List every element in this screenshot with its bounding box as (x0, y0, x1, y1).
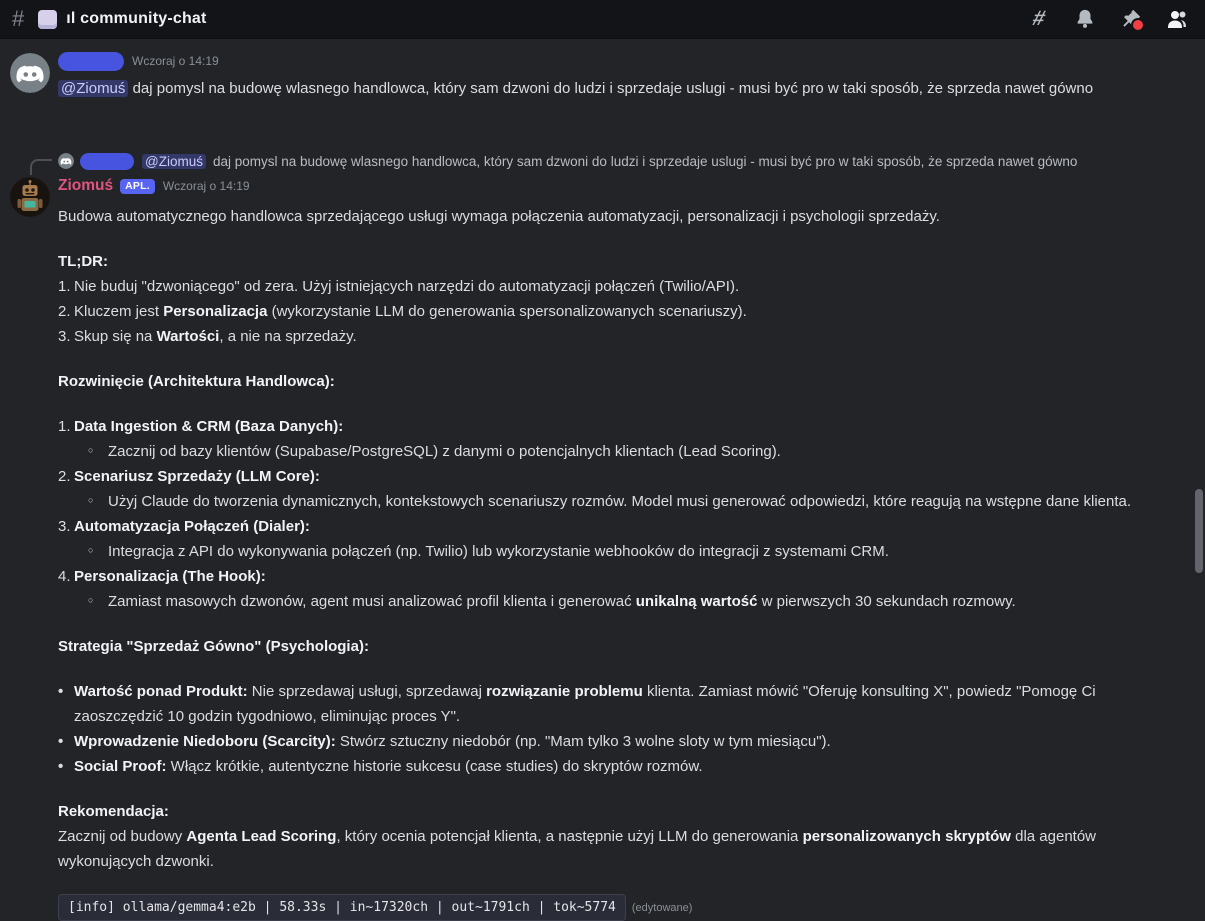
numbered-item (58, 564, 1145, 589)
numbered-item (58, 299, 1145, 324)
list-marker: 2. (58, 468, 71, 485)
line-text: Automatyzacja Połączeń (Dialer): (74, 518, 310, 535)
pin-notification-badge (1131, 18, 1145, 32)
list-marker: ○ (88, 545, 94, 555)
list-marker: 1. (58, 418, 71, 435)
reply-preview[interactable] (58, 151, 1145, 171)
user-avatar-robot[interactable] (10, 177, 50, 217)
channel-name: ıl community-chat (66, 10, 207, 27)
numbered-item (58, 514, 1145, 539)
scrollbar-thumb[interactable] (1195, 489, 1203, 573)
sub-bullet-item (58, 439, 1145, 464)
sub-bullet-item (58, 539, 1145, 564)
user-mention[interactable]: @Ziomuś (58, 80, 128, 97)
bot-tag-badge: APL. (120, 179, 155, 194)
list-marker: ○ (88, 495, 94, 505)
list-marker: ○ (88, 445, 94, 455)
line-text: Scenariusz Sprzedaży (LLM Core): (74, 468, 320, 485)
message-body (58, 204, 1145, 874)
line-text: TL;DR: (58, 253, 108, 270)
line-text: Nie buduj "dzwoniącego" od zera. Użyj istniejących narzędzi do automatyzacji połączeń (Twilio/API). (74, 278, 740, 295)
line-text: Rozwinięcie (Architektura Handlowca): (58, 373, 335, 390)
reply-spine (30, 159, 52, 175)
list-marker: • (58, 683, 64, 700)
line-text: Zamiast masowych dzwonów, agent musi analizować profil klienta i generować unikalną wartość w pierwszych 30 sekundach rozmowy. (108, 593, 1016, 610)
line-text: Personalizacja (The Hook): (74, 568, 266, 585)
text-line (58, 369, 1145, 394)
message-timestamp: Wczoraj o 14:19 (132, 54, 219, 68)
bullet-item (58, 729, 1145, 754)
sub-bullet-item (58, 589, 1145, 614)
line-text: Wartość ponad Produkt: Nie sprzedawaj usługi, sprzedawaj rozwiązanie problemu klienta. Zamiast mówić "Oferuję konsulting X", powiedz "Pomogę Ci zaoszczędzić 10 godzin tygodniowo, eliminując proces Y". (74, 683, 1096, 725)
list-marker: • (58, 758, 64, 775)
list-marker: 3. (58, 518, 71, 535)
numbered-item (58, 274, 1145, 299)
line-text: Zacznij od budowy Agenta Lead Scoring, który ocenia potencjał klienta, a następnie użyj LLM do generowania personalizowanych skryptów dla agentów wykonujących dzwonki. (58, 828, 1097, 870)
line-text: Zacznij od bazy klientów (Supabase/PostgreSQL) z danymi o potencjalnych klientach (Lead Scoring). (108, 443, 781, 460)
author-username[interactable]: Ziomuś (58, 177, 114, 194)
code-block: [info] ollama/gemma4:e2b | 58.33s | in~17320ch | out~1791ch | tok~5774 (58, 894, 626, 921)
line-text: Data Ingestion & CRM (Baza Danych): (74, 418, 344, 435)
line-text: Budowa automatycznego handlowca sprzedającego usługi wymaga połączenia automatyzacji, personalizacji i psychologii sprzedaży. (58, 208, 940, 225)
username-redacted[interactable] (58, 52, 124, 71)
line-text: Kluczem jest Personalizacja (wykorzystanie LLM do generowania spersonalizowanych scenariuszy). (74, 303, 747, 320)
bullet-item (58, 754, 1145, 779)
text-line (58, 634, 1145, 659)
line-text: Użyj Claude do tworzenia dynamicznych, kontekstowych scenariuszy rozmów. Model musi generować odpowiedzi, które reagują na wstępne dane klienta. (108, 493, 1132, 510)
message-timestamp: Wczoraj o 14:19 (162, 179, 250, 193)
text-line (58, 249, 1145, 274)
text-line (58, 824, 1145, 874)
list-marker: 4. (58, 568, 71, 585)
discord-clyde-icon (10, 53, 50, 93)
code-row (58, 894, 1145, 921)
list-marker: 1. (58, 278, 71, 295)
text-line (58, 204, 1145, 229)
members-icon[interactable] (1165, 7, 1189, 31)
user-mention[interactable]: @Ziomuś (142, 154, 206, 169)
channel-hash-icon: # (12, 6, 25, 31)
line-text: Integracja z API do wykonywania połączeń (np. Twilio) lub wykorzystanie webhooków do integracji z systemami CRM. (108, 543, 889, 560)
line-text: Skup się na Wartości, a nie na sprzedaży. (74, 328, 357, 345)
list-marker: • (58, 733, 64, 750)
text-line (58, 799, 1145, 824)
bell-icon[interactable] (1073, 7, 1097, 31)
list-marker: 2. (58, 303, 71, 320)
default-discord-avatar[interactable] (10, 53, 50, 93)
message-text: @Ziomuś daj pomysl na budowę wlasnego handlowca, który sam dzwoni do ludzi i sprzedaje uslugi - musi być pro w taki sposób, że sprzeda nawet gówno (58, 77, 1145, 101)
reply-preview-text[interactable]: daj pomysl na budowę wlasnego handlowca, który sam dzwoni do ludzi i sprzedaje uslugi - musi być pro w taki sposób, że sprzeda nawet gówno (212, 153, 1078, 169)
pin-icon[interactable] (1119, 7, 1143, 31)
message-list (0, 39, 1205, 915)
line-text: Wprowadzenie Niedoboru (Scarcity): Stwórz sztuczny niedobór (np. "Mam tylko 3 wolne sloty w tym miesiącu"). (74, 733, 831, 750)
numbered-item (58, 464, 1145, 489)
list-marker: 3. (58, 328, 71, 345)
line-text: Rekomendacja: (58, 803, 169, 820)
discord-clyde-icon (58, 153, 74, 169)
message (0, 51, 1205, 101)
numbered-item (58, 414, 1145, 439)
username-redacted[interactable] (80, 153, 134, 170)
line-text: Social Proof: Włącz krótkie, autentyczne historie sukcesu (case studies) do skryptów rozmów. (74, 758, 703, 775)
list-marker: ○ (88, 595, 94, 605)
channel-emoji-icon (38, 10, 57, 29)
edited-label: (edytowane) (631, 901, 693, 914)
message (0, 151, 1205, 921)
line-text: Strategia "Sprzedaż Gówno" (Psychologia): (58, 638, 369, 655)
numbered-item (58, 324, 1145, 349)
sub-bullet-item (58, 489, 1145, 514)
bullet-item (58, 679, 1145, 729)
default-discord-avatar-small[interactable] (58, 153, 74, 169)
robot-avatar-image (10, 177, 50, 217)
channel-header (0, 0, 1205, 39)
threads-icon[interactable]: # (1030, 7, 1049, 30)
